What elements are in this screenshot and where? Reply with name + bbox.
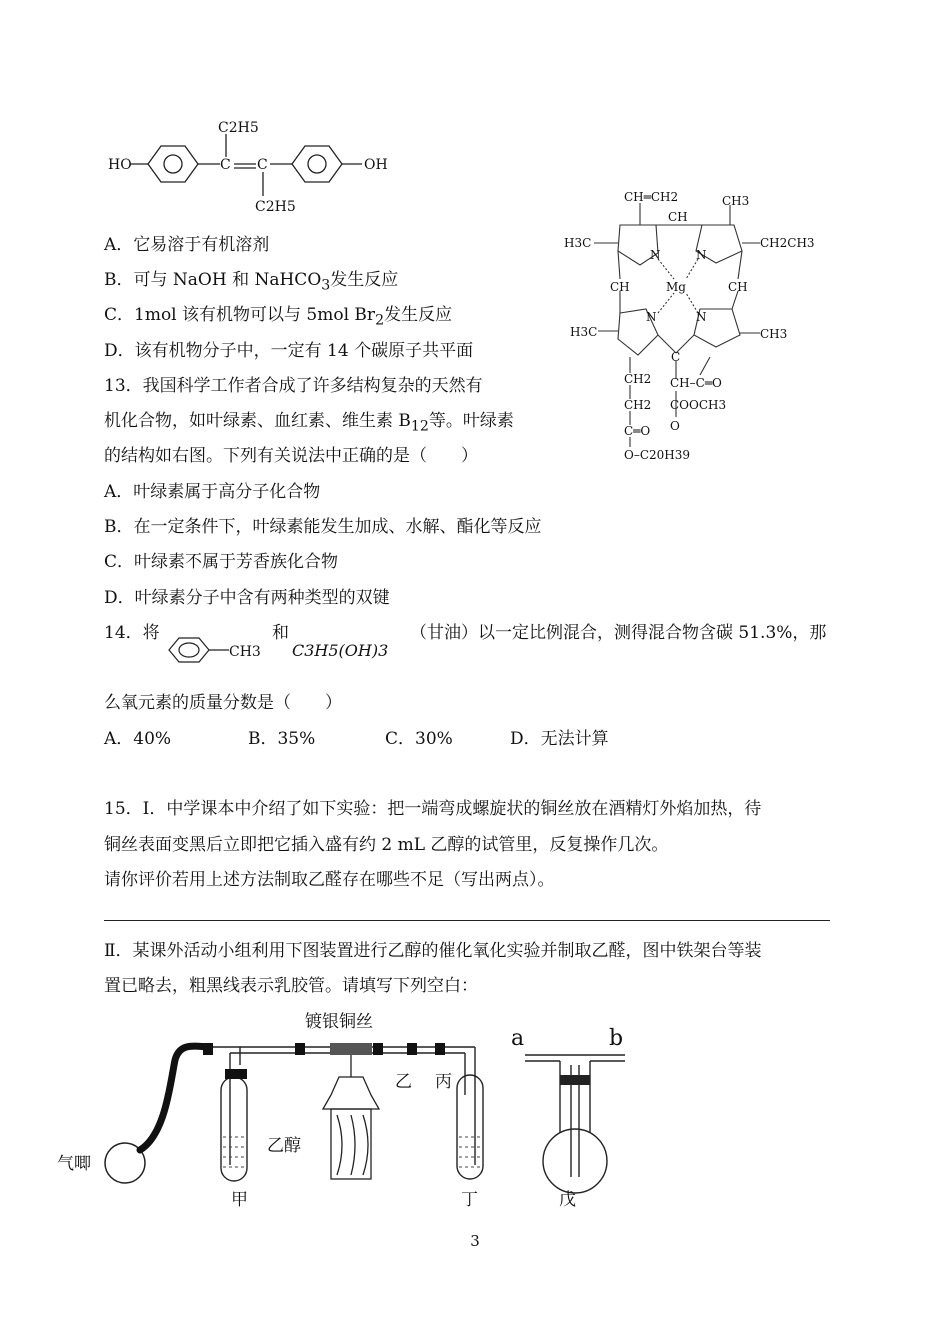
q12-option-c: C．1mol 该有机物可以与 5mol $Br_2$发生反应 (104, 305, 453, 329)
n-label: N (696, 248, 707, 262)
jia-label: 甲 (231, 1190, 248, 1210)
q13-stem-3: 的结构如右图。下列有关说法中正确的是（ ） (104, 446, 478, 466)
ch-label: CH (610, 280, 630, 294)
q15-part1-line2: 铜丝表面变黑后立即把它插入盛有约 2 mL 乙醇的试管里，反复操作几次。 (104, 835, 669, 855)
ch3-label: CH3 (722, 194, 750, 208)
q12-option-a: A．它易溶于有机溶剂 (104, 235, 270, 255)
q15-part2-line1: Ⅱ．某课外活动小组利用下图装置进行乙醇的催化氧化实验并制取乙醛，图中铁架台等装 (104, 941, 762, 961)
bing-label: 丙 (435, 1072, 452, 1092)
h3c-label: H3C (570, 325, 598, 339)
wu-label: 戊 (559, 1190, 576, 1210)
n-label: N (650, 248, 661, 262)
c-label: C (257, 157, 268, 173)
c-label: C (671, 350, 681, 364)
n-label: N (696, 310, 707, 324)
chlorophyll-structure (560, 185, 825, 470)
q13-option-a: A．叶绿素属于高分子化合物 (104, 482, 321, 502)
o-label: O (670, 419, 680, 433)
ethanol-label: 乙醇 (267, 1136, 301, 1156)
q14-stem-2: 么氧元素的质量分数是（ ） (104, 693, 342, 713)
apparatus-diagram (55, 1005, 655, 1215)
phytyl-label: O–C20H39 (624, 448, 691, 462)
q13-option-b: B．在一定条件下，叶绿素能发生加成、水解、酯化等反应 (104, 517, 542, 537)
diethylstilbestrol-structure (100, 112, 400, 222)
q14-and: 和 (272, 623, 289, 643)
glycerol-formula: C3H5(OH)3 (292, 641, 389, 660)
q14-option-c: C．30% (385, 729, 453, 749)
q13-option-c: C．叶绿素不属于芳香族化合物 (104, 552, 339, 572)
q12-option-d: D．该有机物分子中，一定有 14 个碳原子共平面 (104, 341, 474, 361)
page-number: 3 (470, 1232, 480, 1250)
q12-option-b: B．可与 NaOH 和 NaHCO$_3$发生反应 (104, 270, 399, 294)
n-label: N (646, 310, 657, 324)
ch-label: CH (728, 280, 748, 294)
h3c-label: H3C (564, 236, 592, 250)
ch2-label: CH2 (624, 372, 652, 386)
ethyl-label: CH2CH3 (760, 236, 815, 250)
q14-option-d: D．无法计算 (510, 729, 609, 749)
q14-option-a: A．40% (104, 729, 172, 749)
ding-label: 丁 (461, 1190, 478, 1210)
ho-label: HO (108, 157, 132, 173)
answer-line (104, 920, 830, 921)
ethyl-top: C2H5 (218, 120, 259, 136)
cooch3-label: COOCH3 (670, 398, 727, 412)
ch3-label: CH3 (760, 327, 788, 341)
ch2-label: CH2 (624, 398, 652, 412)
mg-label: Mg (666, 280, 686, 294)
vinyl-label: CH═CH2 (624, 190, 679, 204)
c-label: C (220, 157, 231, 173)
ch-c-o-label: CH–C═O (670, 376, 722, 390)
q14-number: 14．将 (104, 623, 160, 643)
q13-stem-1: 13．我国科学工作者合成了许多结构复杂的天然有 (104, 376, 483, 396)
yi-label: 乙 (395, 1072, 412, 1092)
q14-option-b: B．35% (248, 729, 316, 749)
c-eq-o-label: C═O (624, 424, 651, 438)
q13-option-d: D．叶绿素分子中含有两种类型的双键 (104, 588, 390, 608)
q13-stem-2: 机化合物，如叶绿素、血红素、维生素 $B_{12}$等。叶绿素 (104, 411, 514, 435)
q15-part1-line1: 15．Ⅰ．中学课本中介绍了如下实验：把一端弯成螺旋状的铜丝放在酒精灯外焰加热，待 (104, 799, 762, 819)
bulb-label: 气唧 (57, 1154, 91, 1174)
q15-part2-line2: 置已略去，粗黑线表示乳胶管。请填写下列空白： (104, 976, 478, 996)
ch-label: CH (668, 210, 688, 224)
toluene-structure (163, 632, 263, 668)
ethyl-bottom: C2H5 (255, 199, 296, 215)
ch3-label: CH3 (229, 644, 261, 660)
wire-label: 镀银铜丝 (305, 1012, 373, 1032)
oh-label: OH (364, 157, 388, 173)
b-label: b (609, 1026, 624, 1051)
q14-stem: （甘油）以一定比例混合，测得混合物含碳 51.3%，那 (410, 623, 827, 643)
a-label: a (511, 1026, 525, 1051)
q15-part1-line3: 请你评价若用上述方法制取乙醛存在哪些不足（写出两点）。 (104, 870, 555, 890)
